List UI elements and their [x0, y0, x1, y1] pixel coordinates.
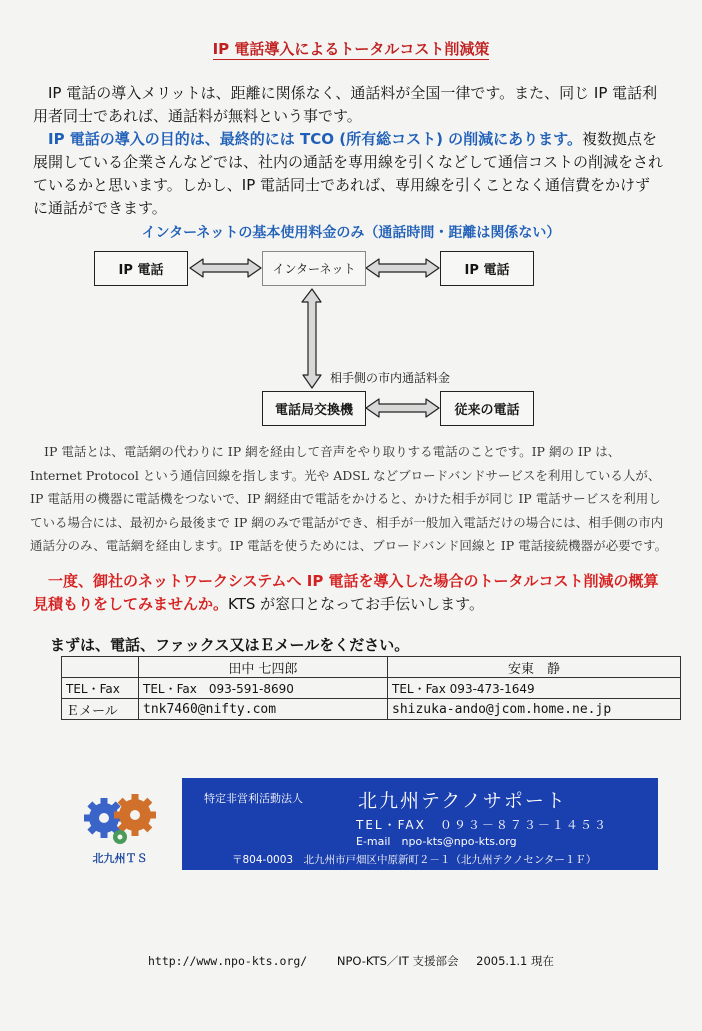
table-corner-cell — [62, 657, 139, 678]
intro-paragraph-2: IP 電話の導入の目的は、最終的には TCO (所有総コスト) の削減にあります。複数拠点を展開している企業さんなどでは、社内の通話を専用線を引くなどして通信コストの削減をされているかと思います。しかし、IP 電話同士であれば、専用線を引くことなく通信費をかけずに通話ができます。 — [33, 130, 664, 217]
footer-date: 2005.1.1 現在 — [476, 954, 555, 968]
diagram-heading: インターネットの基本使用料金のみ（通話時間・距離は関係ない） — [141, 225, 561, 241]
email-link[interactable]: tnk7460@nifty.com — [139, 699, 388, 720]
intro-paragraph-1: IP 電話の導入メリットは、距離に関係なく、通話料が全国一律です。また、同じ IP 電話利用者同士であれば、通話料が無料という事です。 — [33, 84, 658, 125]
table-row — [62, 657, 681, 678]
logo-name: 北九州ＴＳ — [92, 852, 148, 865]
diagram-local-fee-label: 相手側の市内通話料金 — [330, 371, 451, 385]
diagram-exchange: 電話局交換機 — [262, 391, 366, 426]
contact-table — [61, 656, 681, 720]
diagram-ip-phone-left: IP 電話 — [94, 251, 188, 286]
phone-fax-cell: TEL・Fax 093-591-8690 — [139, 678, 388, 699]
org-email[interactable]: E-mail npo-kts@npo-kts.org — [356, 835, 517, 848]
diagram-ip-phone-right: IP 電話 — [440, 251, 534, 286]
org-address: 〒804-0003 北九州市戸畑区中原新町２－１（北九州テクノセンター１Ｆ） — [232, 854, 597, 866]
arrow-ip-internet — [190, 259, 261, 277]
organization-banner — [182, 778, 658, 870]
tco-highlight: IP 電話の導入の目的は、最終的には TCO (所有総コスト) の削減にあります。 — [48, 130, 582, 148]
org-kind: 特定非営利活動法人 — [204, 792, 303, 805]
ip-phone-explanation: IP 電話とは、電話網の代わりに IP 網を経由して音声をやり取りする電話のことです。IP 網の IP は、Internet Protocol という通信回線を指します。光や ADSL などブロードバンドサービスを利用している人が、IP 電話用の機器に電話機をつないで、IP 網経由で電話をかけると、かけた相手が同じ IP 電話サービスを利用している場合には、最初から最後まで IP 網のみで電話ができ、相手が一般加入電話だけの場合には、相手側の市内通話分のみ、電話網を経由します。IP 電話を使うためには、ブロードバンド回線と IP 電話接続機器が必要です。 — [30, 444, 668, 553]
contact-heading: まずは、電話、ファックス又はＥメールをください。 — [50, 636, 410, 654]
offer-highlight: 御社のネットワークシステムへ IP 電話を導入した場合のトータルコスト削減の概算見積もりをしてみませんか。 — [33, 572, 659, 613]
arrow-internet-ip — [366, 259, 439, 277]
person-header: 田中 七四郎 — [139, 657, 388, 678]
row-label: Ｅメール — [62, 699, 139, 720]
diagram-internet: インターネット — [262, 251, 366, 286]
footer-url[interactable]: http://www.npo-kts.org/ — [147, 954, 308, 968]
org-tel: TEL・FAX ０９３－８７３－１４５３ — [356, 818, 608, 832]
org-name: 北九州テクノサポート — [358, 790, 567, 812]
email-link[interactable]: shizuka-ando@jcom.home.ne.jp — [388, 699, 681, 720]
arrow-internet-exchange — [302, 289, 321, 388]
document-title: IP 電話導入によるトータルコスト削減策 — [212, 40, 490, 58]
footer-dept: NPO-KTS／IT 支援部会 — [336, 954, 459, 968]
row-label: TEL・Fax — [62, 678, 139, 699]
diagram-legacy-phone: 従来の電話 — [440, 391, 534, 426]
arrow-exchange-legacy — [366, 399, 439, 417]
phone-fax-cell: TEL・Fax 093-473-1649 — [388, 678, 681, 699]
offer-text: 一度、御社のネットワークシステムへ IP 電話を導入した場合のトータルコスト削減の概算見積もりをしてみませんか。KTS が窓口となってお手伝いします。 — [33, 572, 659, 613]
person-header: 安東 静 — [388, 657, 681, 678]
footer — [0, 953, 702, 969]
table-row — [62, 699, 681, 720]
table-row — [62, 678, 681, 699]
